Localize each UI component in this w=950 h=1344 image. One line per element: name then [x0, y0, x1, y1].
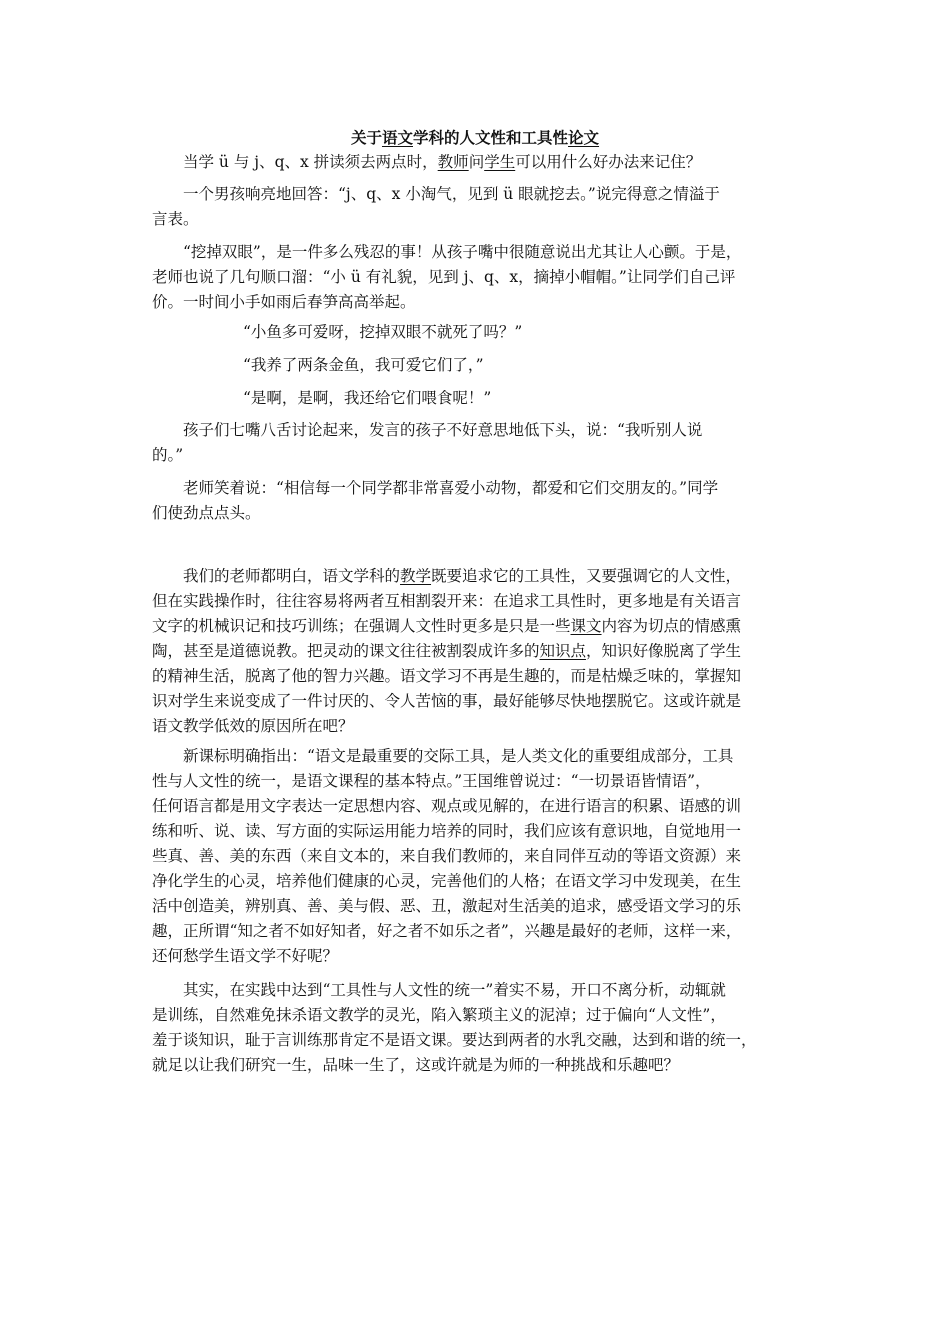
text-run: 陶，甚至是道德说教。把灵动的课文往往被割裂成许多的	[152, 642, 540, 660]
paragraph-4	[152, 418, 797, 468]
paragraph-line	[152, 639, 797, 664]
paragraph-line: 老师也说了几句顺口溜：“小 ü 有礼貌，见到 j、q、x，摘掉小帽帽。”让同学们自己评	[152, 268, 736, 286]
link-kewen[interactable]: 课文	[570, 617, 602, 635]
paragraph-1	[152, 150, 797, 175]
paragraph-line: 其实，在实践中达到“工具性与人文性的统一”着实不易，开口不离分析，动辄就	[183, 981, 726, 999]
paragraph-line: 价。一时间小手如雨后春笋高高举起。	[152, 293, 416, 311]
paragraph-line	[152, 150, 797, 175]
paragraph-8	[152, 978, 797, 1078]
paragraph-line: 是训练，自然难免抹杀语文教学的灵光，陷入繁琐主义的泥淖；过于偏向“人文性”，	[152, 1006, 726, 1024]
paragraph-5	[152, 476, 797, 526]
paragraph-line: 就足以让我们研究一生，品味一生了，这或许就是为师的一种挑战和乐趣吧？	[152, 1056, 680, 1074]
paragraph-line: 识对学生来说变成了一件讨厌的、令人苦恼的事，最好能够尽快地摆脱它。这或许就是	[152, 692, 742, 710]
paragraph-line: 任何语言都是用文字表达一定思想内容、观点或见解的，在进行语言的积累、语感的训	[152, 797, 742, 815]
text-run: 文字的机械识记和技巧训练；在强调人文性时更多是只是一些	[152, 617, 571, 635]
quote-line: “我养了两条金鱼，我可爱它们了，”	[243, 356, 484, 374]
paragraph-line: 孩子们七嘴八舌讨论起来，发言的孩子不好意思地低下头，说：“我听别人说	[183, 421, 703, 439]
text-run: 当学 ü 与 j、q、x 拼读须去两点时，	[183, 153, 438, 171]
paragraph-line: 净化学生的心灵，培养他们健康的心灵，完善他们的人格；在语文学习中发现美，在生	[152, 872, 742, 890]
paragraph-line: 新课标明确指出：“语文是最重要的交际工具，是人类文化的重要组成部分，工具	[183, 747, 734, 765]
paragraph-2	[152, 182, 797, 232]
paragraph-line: 性与人文性的统一，是语文课程的基本特点。”王国维曾说过：“一切景语皆情语”，	[152, 772, 711, 790]
paragraph-line	[152, 564, 797, 589]
title-link-lunwen[interactable]: 论文	[568, 128, 600, 147]
quote-line: “小鱼多可爱呀，挖掉双眼不就死了吗？”	[243, 323, 523, 341]
text-run: 既要追求它的工具性，又要强调它的人文性，	[431, 567, 742, 585]
paragraph-line: 的精神生活，脱离了他的智力兴趣。语文学习不再是生趣的，而是枯燥乏味的，掌握知	[152, 667, 742, 685]
text-run: 我们的老师都明白，语文学科的	[183, 567, 401, 585]
link-jiaoshi[interactable]: 教师	[437, 153, 469, 171]
paragraph-line: 老师笑着说：“相信每一个同学都非常喜爱小动物，都爱和它们交朋友的。”同学	[183, 479, 719, 497]
text-run: 内容为切点的情感熏	[601, 617, 742, 635]
title-middle: 学科的人文性和工具性	[413, 128, 569, 147]
title-link-yuwen[interactable]: 语文	[381, 128, 413, 147]
text-run: 问	[468, 153, 485, 171]
text-run: ，知识好像脱离了学生	[586, 642, 742, 660]
paragraph-line: 们使劲点点头。	[152, 504, 261, 522]
text-run: 可以用什么好办法来记住？	[515, 153, 702, 171]
paragraph-line: 但在实践操作时，往往容易将两者互相割裂开来：在追求工具性时，更多地是有关语言	[152, 592, 742, 610]
link-zhishidian[interactable]: 知识点	[539, 642, 587, 660]
paragraph-line: 言表。	[152, 210, 199, 228]
link-xuesheng[interactable]: 学生	[484, 153, 516, 171]
paragraph-line: 活中创造美，辨别真、善、美与假、恶、丑，激起对生活美的追求，感受语文学习的乐	[152, 897, 742, 915]
paragraph-line: 语文教学低效的原因所在吧？	[152, 717, 354, 735]
paragraph-line: 的。”	[152, 446, 184, 464]
paragraph-line	[152, 614, 797, 639]
paragraph-line: “挖掉双眼”，是一件多么残忍的事！从孩子嘴中很随意说出尤其让人心颤。于是，	[183, 243, 742, 261]
title-prefix: 关于	[350, 128, 382, 147]
paragraph-line: 一个男孩响亮地回答：“j、q、x 小淘气，见到 ü 眼就挖去。”说完得意之情溢于	[183, 185, 720, 203]
paragraph-6	[152, 564, 797, 739]
paragraph-line: 趣，正所谓“知之者不如好知者，好之者不如乐之者”，兴趣是最好的老师，这样一来，	[152, 922, 742, 940]
link-jiaoxue[interactable]: 教学	[400, 567, 432, 585]
paragraph-line: 还何愁学生语文学不好呢？	[152, 947, 339, 965]
paragraph-line: 羞于谈知识，耻于言训练那肯定不是语文课。要达到两者的水乳交融，达到和谐的统一，	[152, 1031, 757, 1049]
paragraph-line: 些真、善、美的东西（来自文本的，来自我们教师的，来自同伴互动的等语文资源）来	[152, 847, 742, 865]
paragraph-3	[152, 240, 797, 315]
document-title	[0, 128, 950, 148]
paragraph-7	[152, 744, 797, 969]
quote-line: “是啊，是啊，我还给它们喂食呢！”	[243, 389, 492, 407]
paragraph-line: 练和听、说、读、写方面的实际运用能力培养的同时，我们应该有意识地，自觉地用一	[152, 822, 742, 840]
